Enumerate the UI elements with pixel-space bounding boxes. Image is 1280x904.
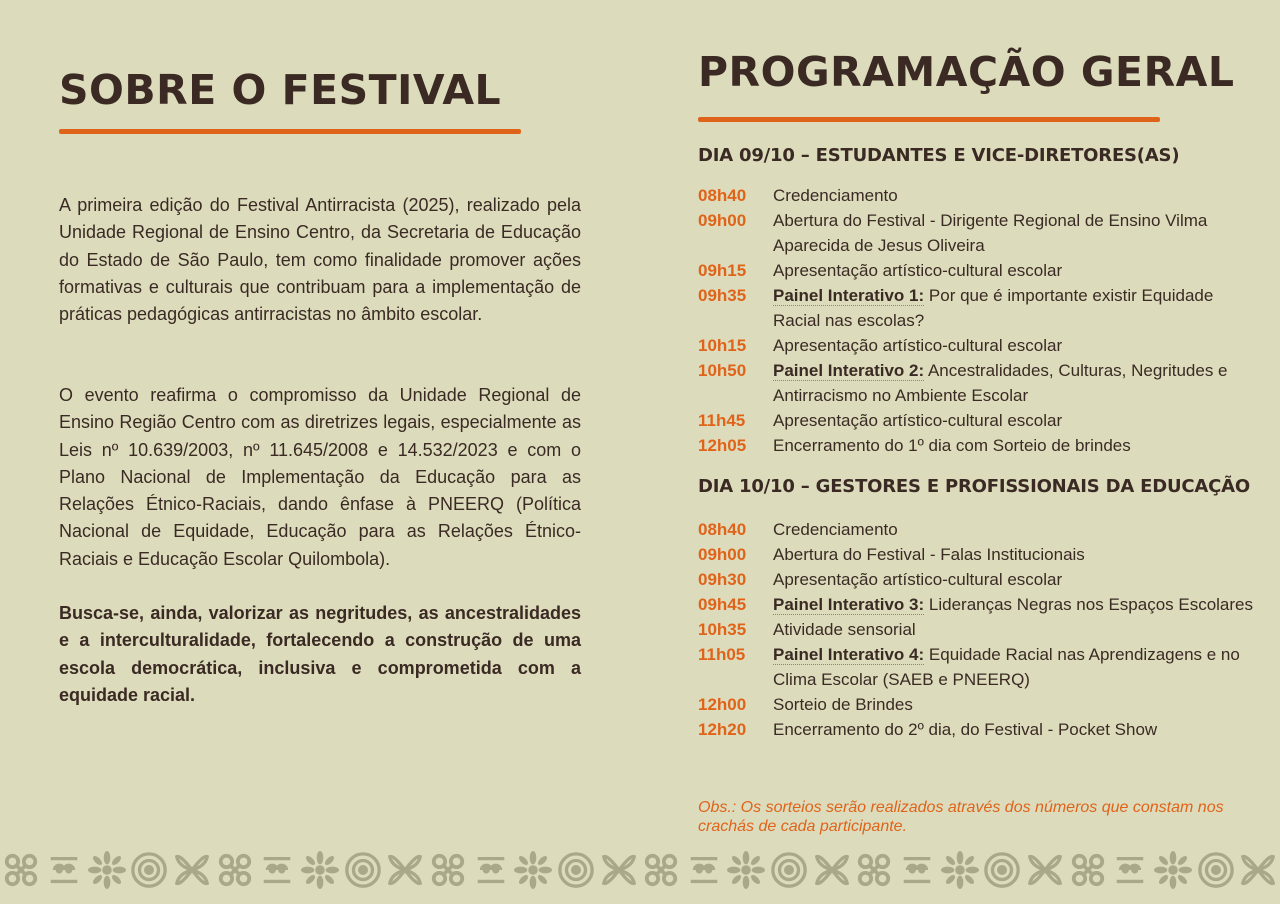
schedule-row <box>698 183 1258 208</box>
spiral-icon <box>685 851 723 894</box>
spiral-icon <box>472 851 510 894</box>
activity-text: Encerramento do 2º dia, do Festival - Pocket Show <box>773 720 1158 739</box>
schedule-row <box>698 358 1258 408</box>
knot-icon <box>1069 851 1107 894</box>
knot-icon <box>429 851 467 894</box>
concentric-circle-icon <box>130 851 168 894</box>
concentric-circle-icon <box>770 851 808 894</box>
schedule-time: 10h15 <box>698 336 747 355</box>
day2-heading: DIA 10/10 – GESTORES E PROFISSIONAIS DA EDUCAÇÃO <box>698 476 1250 497</box>
schedule-activity <box>773 283 1258 333</box>
activity-text: Apresentação artístico-cultural escolar <box>773 261 1063 280</box>
schedule-activity <box>773 642 1258 692</box>
schedule-time: 09h00 <box>698 211 747 230</box>
schedule-time: 09h15 <box>698 261 747 280</box>
activity-text: Credenciamento <box>773 520 898 539</box>
about-paragraph-2: O evento reafirma o compromisso da Unidade Regional de Ensino Região Centro com as diretrizes legais, especialmente as Leis nº 10.639/2003, nº 11.645/2008 e 14.532/2023 e com o Plano Nacional de Implementação da Educação para as Relações Étnico-Raciais, dando ênfase à PNEERQ (Política Nacional de Equidade, Educação para as Relações Étnico-Raciais e Educação Escolar Quilombola). <box>59 385 581 569</box>
leaf-cross-icon <box>1239 851 1277 894</box>
concentric-circle-icon <box>983 851 1021 894</box>
about-paragraph-3: Busca-se, ainda, valorizar as negritudes, as ancestralidades e a interculturalidade, fortalecendo a construção de uma escola democrática, inclusiva e comprometida com a equidade racial. <box>59 603 581 705</box>
day2-schedule <box>698 517 1258 742</box>
schedule-activity <box>773 617 1258 642</box>
activity-text: Abertura do Festival - Dirigente Regional de Ensino Vilma Aparecida de Jesus Oliveira <box>773 211 1208 255</box>
schedule-time: 09h45 <box>698 595 747 614</box>
schedule-activity <box>773 717 1258 742</box>
schedule-time: 12h20 <box>698 720 747 739</box>
activity-text: Credenciamento <box>773 186 898 205</box>
schedule-row <box>698 208 1258 258</box>
activity-text: Apresentação artístico-cultural escolar <box>773 570 1063 589</box>
schedule-time: 08h40 <box>698 186 747 205</box>
schedule-row <box>698 283 1258 333</box>
schedule-time: 12h05 <box>698 436 747 455</box>
schedule-time: 11h45 <box>698 411 746 430</box>
panel-label: Painel Interativo 1: <box>773 286 925 305</box>
schedule-time: 09h00 <box>698 545 747 564</box>
sun-flower-icon <box>941 851 979 894</box>
activity-text: Lideranças Negras nos Espaços Escolares <box>924 595 1254 614</box>
activity-text: Apresentação artístico-cultural escolar <box>773 336 1063 355</box>
schedule-activity <box>773 517 1258 542</box>
schedule-time: 11h05 <box>698 645 746 664</box>
schedule-time: 10h50 <box>698 361 747 380</box>
program-title: PROGRAMAÇÃO GERAL <box>698 48 1235 96</box>
knot-icon <box>2 851 40 894</box>
schedule-row <box>698 617 1258 642</box>
leaf-cross-icon <box>1026 851 1064 894</box>
activity-text: Sorteio de Brindes <box>773 695 913 714</box>
activity-text: Encerramento do 1º dia com Sorteio de brindes <box>773 436 1131 455</box>
schedule-row <box>698 717 1258 742</box>
activity-text: Abertura do Festival - Falas Institucionais <box>773 545 1085 564</box>
schedule-time: 09h30 <box>698 570 747 589</box>
schedule-row <box>698 433 1258 458</box>
sun-flower-icon <box>727 851 765 894</box>
schedule-row <box>698 258 1258 283</box>
activity-text: Atividade sensorial <box>773 620 916 639</box>
spiral-icon <box>258 851 296 894</box>
schedule-row <box>698 642 1258 692</box>
schedule-row <box>698 542 1258 567</box>
knot-icon <box>642 851 680 894</box>
knot-icon <box>216 851 254 894</box>
schedule-activity <box>773 208 1258 258</box>
schedule-row <box>698 692 1258 717</box>
spiral-icon <box>1111 851 1149 894</box>
sun-flower-icon <box>88 851 126 894</box>
spiral-icon <box>898 851 936 894</box>
about-title-underline <box>59 129 521 134</box>
knot-icon <box>855 851 893 894</box>
leaf-cross-icon <box>813 851 851 894</box>
leaf-cross-icon <box>173 851 211 894</box>
schedule-row <box>698 333 1258 358</box>
schedule-activity <box>773 692 1258 717</box>
schedule-time: 12h00 <box>698 695 747 714</box>
activity-text: Ancestralidades, Culturas, Negritudes e Antirracismo no Ambiente Escolar <box>773 361 1228 405</box>
day1-schedule <box>698 183 1258 458</box>
day1-heading: DIA 09/10 – ESTUDANTES E VICE-DIRETORES(AS) <box>698 145 1180 166</box>
panel-label: Painel Interativo 2: <box>773 361 925 380</box>
schedule-activity <box>773 567 1258 592</box>
obs-note: Obs.: Os sorteios serão realizados através dos números que constam nos crachás de cada participante. <box>698 799 1224 835</box>
schedule-time: 10h35 <box>698 620 747 639</box>
schedule-row <box>698 517 1258 542</box>
about-paragraph-1: A primeira edição do Festival Antirracista (2025), realizado pela Unidade Regional de Ensino Centro, da Secretaria de Educação do Estado de São Paulo, tem como finalidade promover ações formativas e culturais que contribuam para a implementação de práticas pedagógicas antirracistas no âmbito escolar. <box>59 195 581 325</box>
schedule-row <box>698 408 1258 433</box>
concentric-circle-icon <box>344 851 382 894</box>
schedule-activity <box>773 542 1258 567</box>
sun-flower-icon <box>301 851 339 894</box>
panel-label: Painel Interativo 3: <box>773 595 925 614</box>
activity-text: Por que é importante existir Equidade Racial nas escolas? <box>773 286 1214 330</box>
leaf-cross-icon <box>600 851 638 894</box>
panel-label: Painel Interativo 4: <box>773 645 925 664</box>
decorative-pattern-border <box>0 850 1280 894</box>
leaf-cross-icon <box>386 851 424 894</box>
schedule-activity <box>773 258 1258 283</box>
schedule-row <box>698 567 1258 592</box>
activity-text: Apresentação artístico-cultural escolar <box>773 411 1063 430</box>
sun-flower-icon <box>1154 851 1192 894</box>
schedule-activity <box>773 592 1258 617</box>
concentric-circle-icon <box>1197 851 1235 894</box>
activity-text: Equidade Racial nas Aprendizagens e no Clima Escolar (SAEB e PNEERQ) <box>773 645 1240 689</box>
schedule-time: 09h35 <box>698 286 747 305</box>
concentric-circle-icon <box>557 851 595 894</box>
schedule-activity <box>773 333 1258 358</box>
schedule-row <box>698 592 1258 617</box>
schedule-time: 08h40 <box>698 520 747 539</box>
spiral-icon <box>45 851 83 894</box>
schedule-activity <box>773 358 1258 408</box>
program-title-underline <box>698 117 1160 122</box>
schedule-activity <box>773 183 1258 208</box>
sun-flower-icon <box>514 851 552 894</box>
about-title: SOBRE O FESTIVAL <box>59 66 502 114</box>
schedule-activity <box>773 433 1258 458</box>
schedule-activity <box>773 408 1258 433</box>
